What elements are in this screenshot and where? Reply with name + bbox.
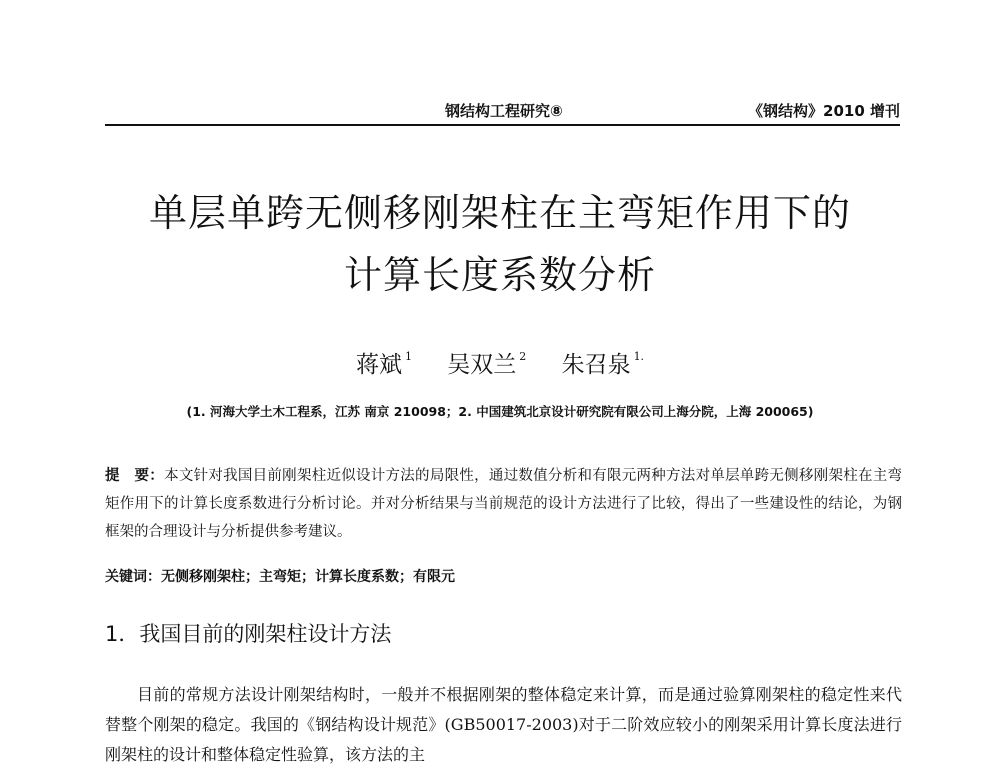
series-title: 钢结构工程研究⑧	[445, 102, 563, 120]
abstract	[105, 462, 902, 546]
running-header	[105, 100, 900, 122]
section-heading: 1．我国目前的刚架柱设计方法	[105, 622, 392, 646]
keywords-label: 关键词：	[105, 569, 161, 585]
body-paragraph: 目前的常规方法设计刚架结构时，一般并不根据刚架的整体稳定来计算，而是通过验算刚架柱的稳定性来代替整个刚架的稳定。我国的《钢结构设计规范》(GB50017-2003)对于二阶效应较小的刚架采用计算长度法进行刚架柱的设计和整体稳定性验算，该方法的主	[105, 685, 902, 764]
paper-title	[60, 182, 940, 306]
paper-title-line-2: 计算长度系数分析	[343, 253, 656, 297]
author-affiliation-mark: 1	[404, 350, 412, 363]
author	[356, 352, 412, 378]
header-rule	[105, 124, 900, 126]
abstract-text: 本文针对我国目前刚架柱近似设计方法的局限性，通过数值分析和有限元两种方法对单层单跨无侧移刚架柱在主弯矩作用下的计算长度系数进行分析讨论。并对分析结果与当前规范的设计方法进行了比较，得出了一些建设性的结论，为钢框架的合理设计与分析提供参考建议。	[105, 468, 903, 540]
author-name: 蒋斌	[355, 352, 402, 378]
affiliations: (1. 河海大学土木工程系，江苏 南京 210098；2. 中国建筑北京设计研究院有限公司上海分院，上海 200065)	[186, 404, 814, 419]
author-list	[0, 346, 1000, 379]
author-name: 吴双兰	[447, 352, 517, 378]
author-name: 朱召泉	[561, 352, 631, 378]
keywords-text: 无侧移刚架柱；主弯矩；计算长度系数；有限元	[161, 569, 455, 585]
journal-info: 《钢结构》2010 增刊	[748, 102, 900, 120]
author	[447, 352, 526, 378]
author-affiliation-mark: 2	[519, 350, 527, 363]
author-affiliation-mark: 1.	[633, 350, 645, 363]
abstract-label: 提 要：	[105, 468, 165, 484]
author	[562, 352, 645, 378]
paper-title-line-1: 单层单跨无侧移刚架柱在主弯矩作用下的	[148, 191, 851, 235]
keywords	[105, 566, 902, 586]
